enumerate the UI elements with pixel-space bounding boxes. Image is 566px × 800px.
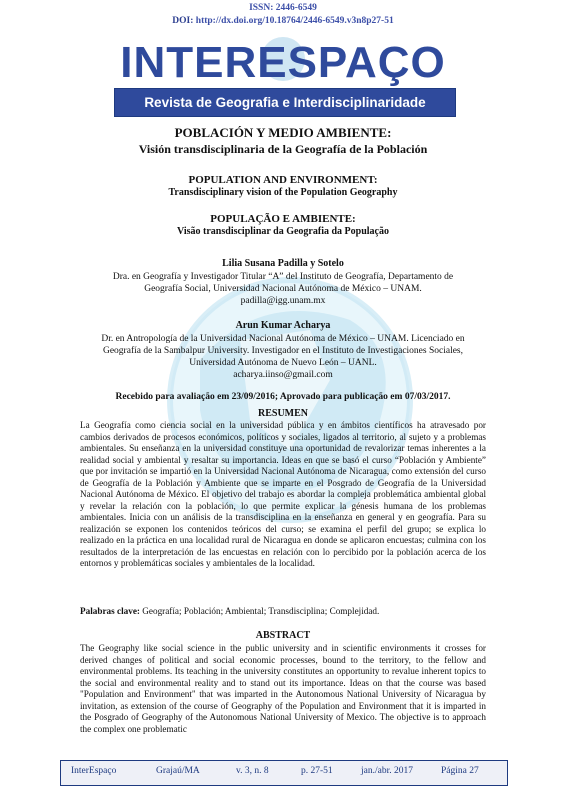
author-email[interactable]: acharya.iinso@gmail.com <box>233 370 333 380</box>
author-affiliation-line: Geografía de la Sambalpur University. Investigador en el Instituto de Investigaciones Sociales, <box>102 346 464 356</box>
title-block <box>0 125 566 237</box>
author-name: Lilia Susana Padilla y Sotelo <box>222 258 344 269</box>
journal-logo-text: INTERESPAÇO <box>120 38 446 87</box>
author-block-1 <box>80 258 486 307</box>
author-affiliation-line: Dra. en Geografía y Investigador Titular “A” del Instituto de Geografía, Departamento de <box>112 272 454 282</box>
footer-pages: p. 27-51 <box>301 766 333 776</box>
subtitle-es: Visión transdisciplinaria de la Geografía de la Población <box>138 142 428 156</box>
author-name: Arun Kumar Acharya <box>235 320 331 331</box>
footer-journal: InterEspaço <box>71 766 117 776</box>
resumen-text: La Geografía como ciencia social en la universidad pública y en ámbitos científicos ha atravesado por cambios derivados de procesos económicos, políticos y sociales, ligados al territorio, al sujeto y a problemas ambientales. Su enseñanza en la universidad constituye una oportunidad de revalorizar temas inherentes a la realidad social y ambiental y resaltar su importancia. Ideas en que se basó el curso “Población y Ambiente” que por invitación se impartió en la Universidad Nacional Autónoma de Nicaragua, como extensión del curso de Geografía de la Población y Ambiente que se imparte en el Posgrado de Geografía de la Universidad Nacional Autónoma de México. El objetivo del trabajo es abordar la compleja problemática ambiental global y revelar la relación con la población, lo que permite explicar la génesis humana de los problemas ambientales. Inicia con un análisis de la transdisciplina en la enseñanza en general y en geografía. Para su realización se exponen los contenidos teóricos del curso; se examina el perfil del grupo; se explica lo realizado en la práctica en una localidad rural de Nicaragua en donde se aplicaron encuestas; culmina con los resultados de la interpretación de las encuestas en relación con lo percibido por la población acerca de los entornos y problemáticas sociales y ambientales de la localidad. <box>80 420 486 568</box>
subtitle-pt: Visão transdisciplinar da Geografia da População <box>177 226 389 237</box>
received-dates: Recebido para avaliação em 23/09/2016; Aprovado para publicação em 07/03/2017. <box>115 392 451 402</box>
title-en: POPULATION AND ENVIRONMENT: <box>188 174 378 186</box>
abstract-heading: ABSTRACT <box>255 630 311 641</box>
keywords <box>80 606 486 618</box>
journal-logo <box>108 30 458 88</box>
journal-banner: Revista de Geografia e Interdisciplinaridade <box>114 88 456 117</box>
doi-link[interactable]: http://dx.doi.org/10.18764/2446-6549.v3n8p27-51 <box>195 16 394 26</box>
author-affiliation-line: Universidad Autónoma de Nuevo León – UANL. <box>189 358 377 368</box>
subtitle-en: Transdisciplinary vision of the Population Geography <box>168 187 398 198</box>
footer-city: Grajaú/MA <box>156 766 200 776</box>
author-block-2 <box>80 320 486 381</box>
page-footer <box>60 760 508 786</box>
footer-page-number: Página 27 <box>441 766 479 776</box>
keywords-text: Geografía; Población; Ambiental; Transdisciplina; Complejidad. <box>142 606 380 616</box>
resumen-heading: RESUMEN <box>257 408 308 419</box>
author-affiliation-line: Dr. en Antropología de la Universidad Nacional Autónoma de México – UNAM. Licenciado en <box>101 334 465 344</box>
title-es: POBLACIÓN Y MEDIO AMBIENTE: <box>174 125 392 140</box>
abstract-text: The Geography like social science in the public university and in scientific environments it crosses for derived changes of political and social economic processes, bound to the territory, to the fellow and environmental problems. Its teaching in the university constitutes an opportunity to revalue inherent topics to the social and environmental reality and to stand out its importance. Ideas on that the course was based "Population and Environment" that was imparted in the Autonomous National University of Nicaragua by invitation, as extension of the course of Geography of the Population and Environment that it is imparted in the Posgrado of Geography of the Autonomous National University of Mexico. The objective is to approach the complex one problematic <box>80 643 486 734</box>
author-affiliation-line: Geografía Social, Universidad Nacional Autónoma de México – UNAM. <box>144 284 422 294</box>
author-email[interactable]: padilla@igg.unam.mx <box>240 296 326 306</box>
doi-line <box>0 16 566 26</box>
title-pt: POPULAÇÃO E AMBIENTE: <box>210 213 356 225</box>
keywords-label: Palabras clave: <box>80 606 140 616</box>
journal-logo-icon <box>108 30 458 88</box>
footer-date: jan./abr. 2017 <box>361 766 413 776</box>
doi-label: DOI: <box>172 16 194 26</box>
issn: ISSN: 2446-6549 <box>249 3 317 13</box>
footer-volume: v. 3, n. 8 <box>236 766 269 776</box>
